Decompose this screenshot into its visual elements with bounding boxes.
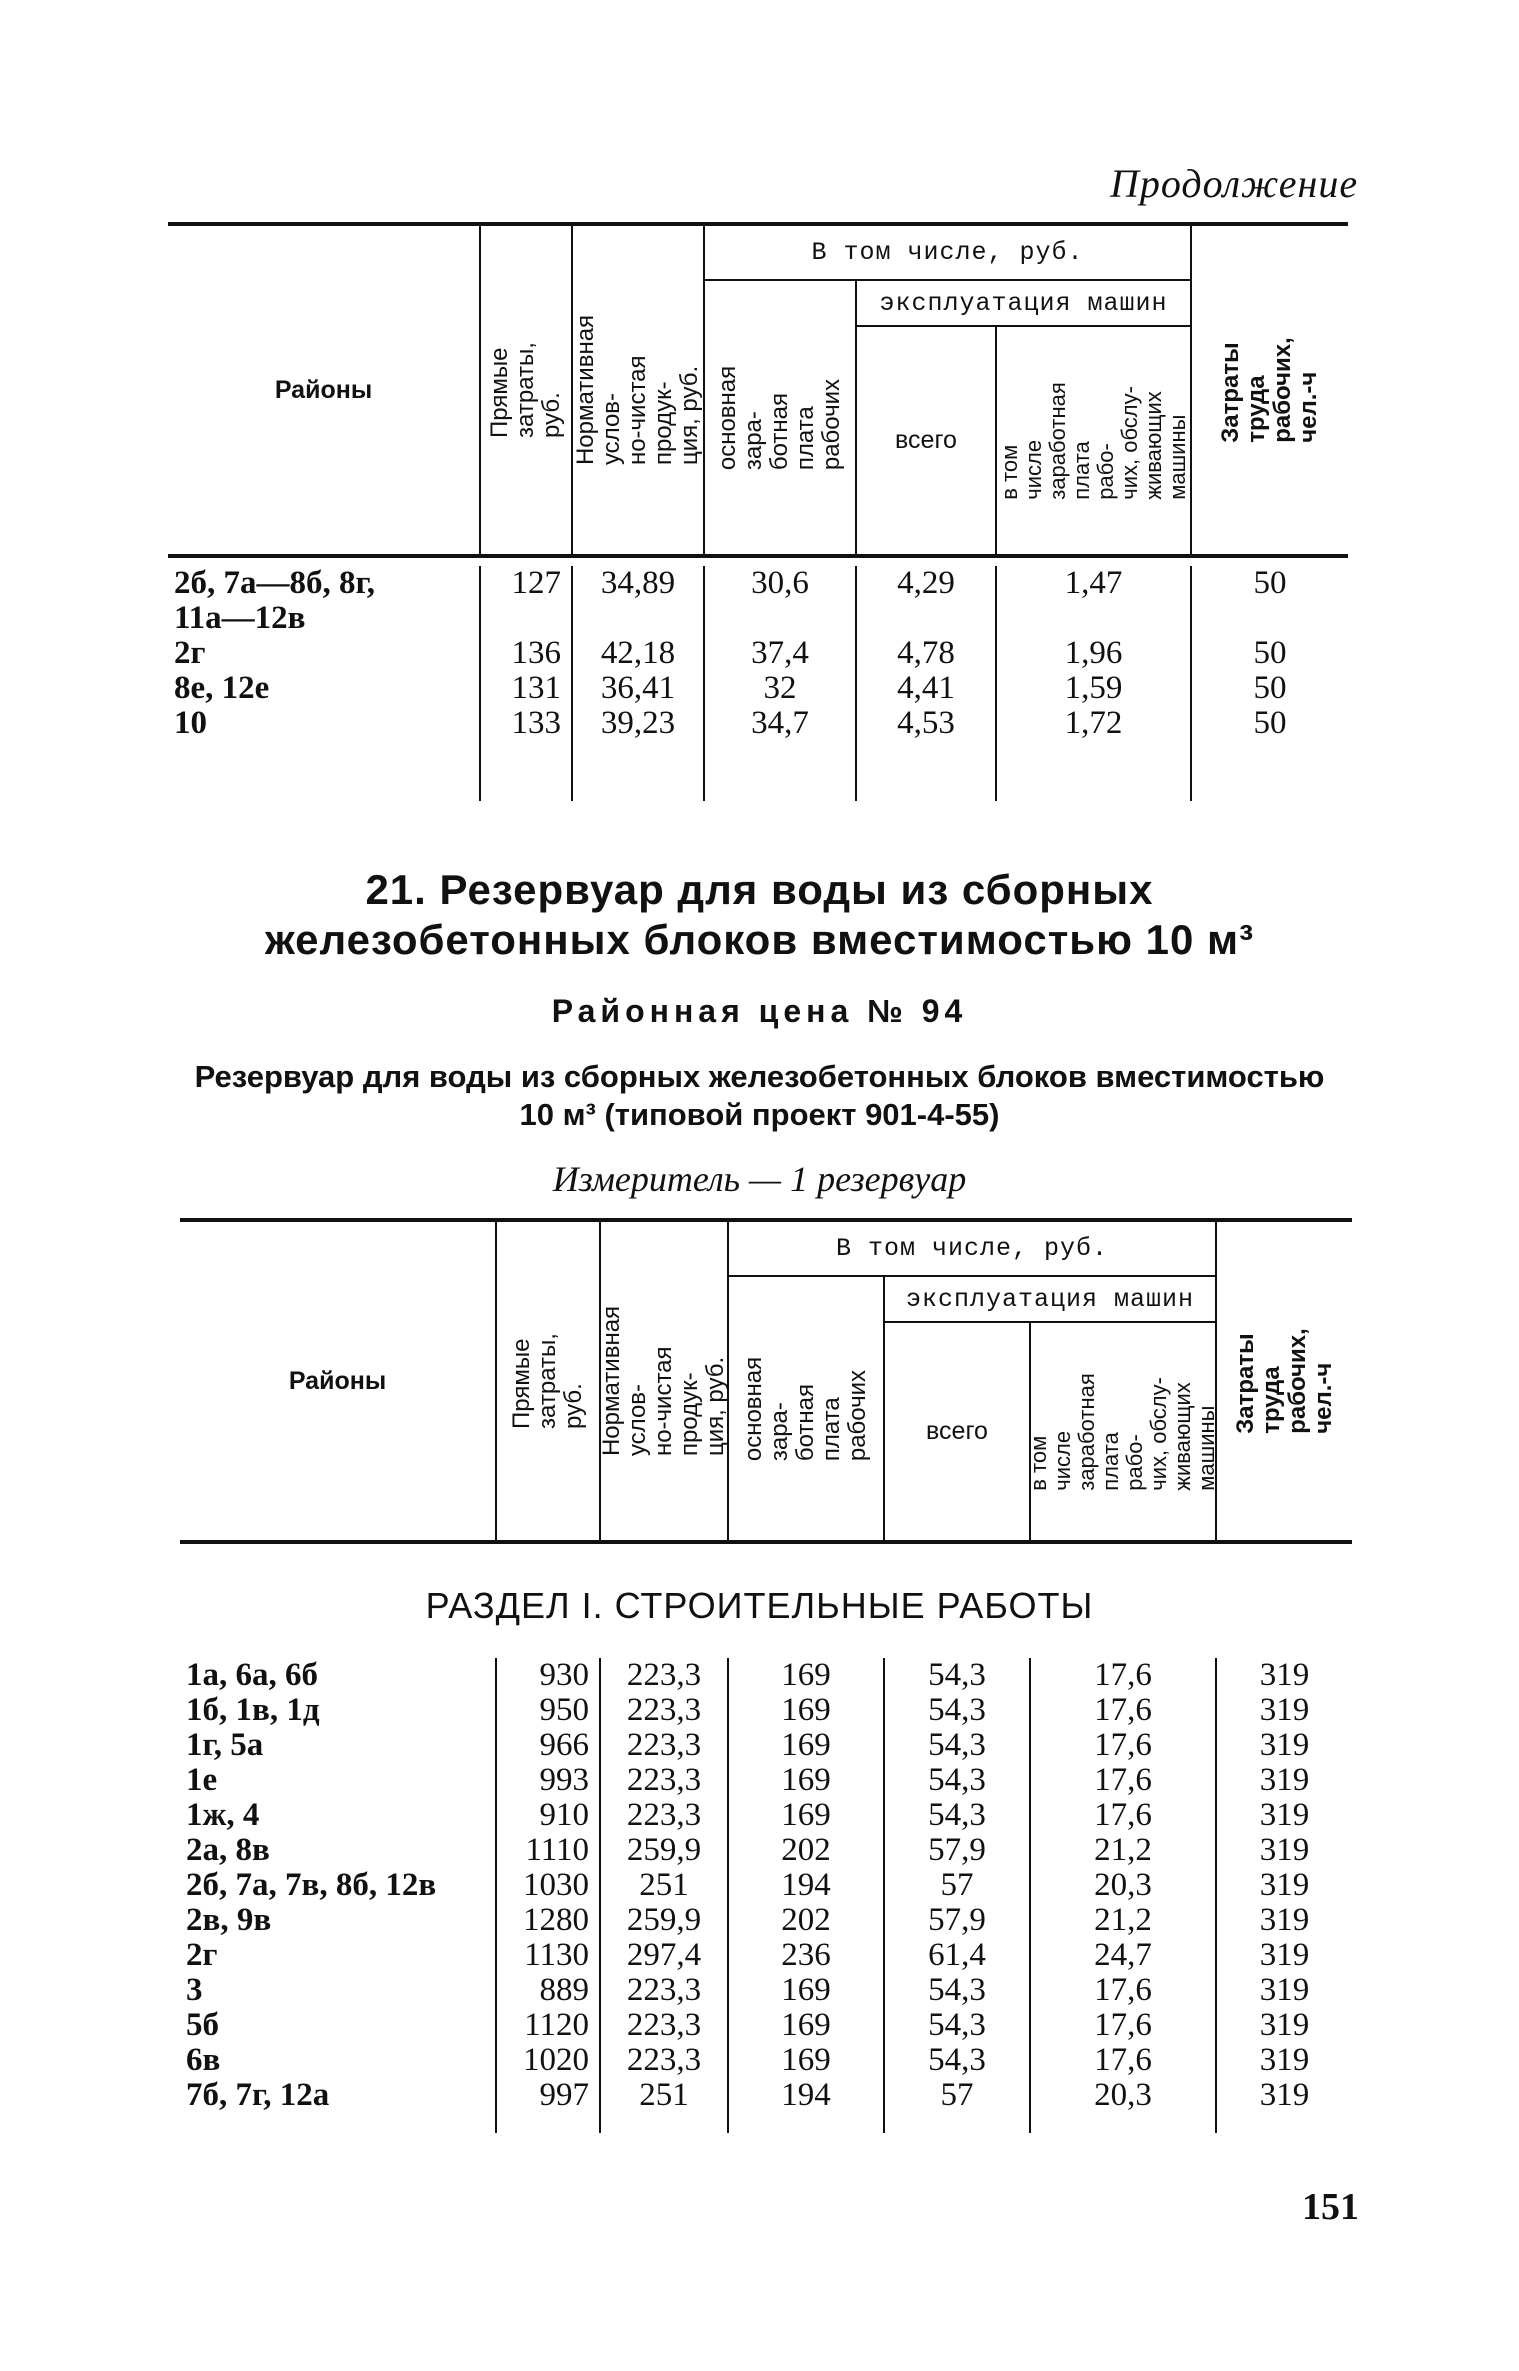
- direct-costs-header: Прямые затраты, руб.: [480, 224, 572, 556]
- districts-header: Районы: [168, 224, 480, 556]
- cell-total: 54,3: [884, 1763, 1030, 1798]
- district-price-label: Районная цена № 94: [551, 993, 968, 1029]
- cell-base-wage: 34,7: [704, 706, 856, 741]
- cell-district: 2г: [186, 1937, 218, 1973]
- unit-meter: Измеритель — 1 резервуар: [552, 1159, 967, 1199]
- table-row: [180, 1693, 1352, 1728]
- cell-base-wage: 169: [728, 1973, 884, 2008]
- cell-base-wage: 30,6: [704, 566, 856, 601]
- section-title: 21. Резервуар для воды из сборных железобетонных блоков вместимостью 10 м³: [264, 866, 1255, 963]
- cell-base-wage: 202: [728, 1903, 884, 1938]
- cell-base-wage: 169: [728, 1798, 884, 1833]
- cell-machine-wage: 17,6: [1030, 1693, 1216, 1728]
- table-row: [168, 566, 1348, 601]
- cell-direct: 997: [496, 2078, 600, 2113]
- cell-total: 4,53: [856, 706, 996, 741]
- cell-machine-wage: 17,6: [1030, 2043, 1216, 2078]
- cell-normative: [572, 601, 704, 636]
- cell-machine-wage: 21,2: [1030, 1833, 1216, 1868]
- cell-district: 3: [186, 1972, 203, 2008]
- cell-labor: 319: [1216, 1973, 1352, 2008]
- cell-machine-wage: 17,6: [1030, 1658, 1216, 1693]
- cell-normative: 39,23: [572, 706, 704, 741]
- cell-machine-wage: 1,96: [996, 636, 1191, 671]
- table-row: [180, 1903, 1352, 1938]
- cell-machine-wage: 17,6: [1030, 1798, 1216, 1833]
- cell-direct: 1130: [496, 1938, 600, 1973]
- table-spacer: [180, 2113, 1352, 2133]
- cell-normative: 36,41: [572, 671, 704, 706]
- cell-normative: 259,9: [600, 1833, 728, 1868]
- cell-normative: 42,18: [572, 636, 704, 671]
- cell-normative: 223,3: [600, 2008, 728, 2043]
- cell-normative: 251: [600, 2078, 728, 2113]
- cell-direct: 993: [496, 1763, 600, 1798]
- cell-district: 1а, 6а, 6б: [186, 1657, 318, 1693]
- including-header: В том числе, руб.: [728, 1220, 1216, 1276]
- cell-district: 2б, 7а, 7в, 8б, 12в: [186, 1867, 437, 1903]
- cell-direct: [480, 601, 572, 636]
- cell-machine-wage: 17,6: [1030, 2008, 1216, 2043]
- normative-product-header: Нормативная услов- но-чистая продук- ция, руб.: [600, 1220, 728, 1542]
- cell-normative: 34,89: [572, 566, 704, 601]
- cell-base-wage: [704, 601, 856, 636]
- cell-direct: 889: [496, 1973, 600, 2008]
- cell-district: 7б, 7г, 12а: [186, 2077, 330, 2113]
- table-row: [180, 1728, 1352, 1763]
- direct-costs-header: Прямые затраты, руб.: [496, 1220, 600, 1542]
- cell-district: 2в, 9в: [186, 1902, 272, 1938]
- cell-direct: 131: [480, 671, 572, 706]
- base-wage-header: основная зара- ботная плата рабочих: [704, 280, 856, 556]
- cell-base-wage: 169: [728, 1763, 884, 1798]
- cell-normative: 259,9: [600, 1903, 728, 1938]
- cell-normative: 251: [600, 1868, 728, 1903]
- cell-machine-wage: 17,6: [1030, 1728, 1216, 1763]
- table-row: [168, 636, 1348, 671]
- cell-district: 8е, 12е: [174, 670, 270, 706]
- table-row: [180, 1658, 1352, 1693]
- continued-label: Продолжение: [1110, 161, 1359, 206]
- cell-total: 57: [884, 2078, 1030, 2113]
- cell-total: 54,3: [884, 1798, 1030, 1833]
- cell-district: 6в: [186, 2042, 221, 2078]
- cell-labor: 319: [1216, 1658, 1352, 1693]
- cell-district: 1е: [186, 1762, 218, 1798]
- table-row: [180, 2043, 1352, 2078]
- table2-body: [180, 1658, 1352, 2133]
- machines-header: эксплуатация машин: [884, 1276, 1216, 1322]
- cell-labor: 50: [1191, 671, 1348, 706]
- cell-labor: 319: [1216, 1868, 1352, 1903]
- cell-normative: 297,4: [600, 1938, 728, 1973]
- table-row: [168, 706, 1348, 741]
- cell-total: 57: [884, 1868, 1030, 1903]
- cell-normative: 223,3: [600, 1763, 728, 1798]
- cell-labor: 319: [1216, 1938, 1352, 1973]
- cell-total: 54,3: [884, 1658, 1030, 1693]
- cell-base-wage: 169: [728, 1728, 884, 1763]
- cell-machine-wage: [996, 601, 1191, 636]
- cell-direct: 127: [480, 566, 572, 601]
- table1-body: [168, 566, 1348, 801]
- cell-total: [856, 601, 996, 636]
- cell-district: 2г: [174, 635, 206, 671]
- section-divider-heading: РАЗДЕЛ I. СТРОИТЕЛЬНЫЕ РАБОТЫ: [425, 1585, 1094, 1626]
- cell-district: 1б, 1в, 1д: [186, 1692, 320, 1728]
- machine-wage-header: в том числе заработная плата рабо- чих, обслу- живающих машины: [996, 326, 1191, 556]
- cell-machine-wage: 21,2: [1030, 1903, 1216, 1938]
- cell-direct: 133: [480, 706, 572, 741]
- cell-labor: 319: [1216, 1798, 1352, 1833]
- cell-total: 57,9: [884, 1903, 1030, 1938]
- page-number: 151: [1302, 2186, 1359, 2228]
- table2-header: [180, 1218, 1352, 1544]
- cell-normative: 223,3: [600, 1973, 728, 2008]
- cell-district: 1ж, 4: [186, 1797, 260, 1833]
- cell-district: 10: [174, 705, 207, 741]
- cell-normative: 223,3: [600, 1798, 728, 1833]
- table-row: [180, 1973, 1352, 2008]
- cell-total: 54,3: [884, 1728, 1030, 1763]
- cell-district: 11а—12в: [174, 600, 306, 636]
- cell-machine-wage: 20,3: [1030, 2078, 1216, 2113]
- cell-direct: 136: [480, 636, 572, 671]
- cell-labor: 50: [1191, 636, 1348, 671]
- cell-base-wage: 37,4: [704, 636, 856, 671]
- cell-normative: 223,3: [600, 1728, 728, 1763]
- cell-direct: 1120: [496, 2008, 600, 2043]
- cell-base-wage: 169: [728, 2043, 884, 2078]
- table-row: [168, 601, 1348, 636]
- cell-normative: 223,3: [600, 1658, 728, 1693]
- cell-labor: 319: [1216, 2043, 1352, 2078]
- cell-direct: 1020: [496, 2043, 600, 2078]
- cell-base-wage: 169: [728, 2008, 884, 2043]
- cell-machine-wage: 20,3: [1030, 1868, 1216, 1903]
- cell-direct: 1030: [496, 1868, 600, 1903]
- cell-total: 54,3: [884, 1693, 1030, 1728]
- cell-direct: 1280: [496, 1903, 600, 1938]
- cell-labor: 319: [1216, 1763, 1352, 1798]
- cell-total: 54,3: [884, 2043, 1030, 2078]
- table-row: [180, 1938, 1352, 1973]
- cell-labor: 319: [1216, 1728, 1352, 1763]
- cell-machine-wage: 17,6: [1030, 1973, 1216, 2008]
- cell-total: 4,78: [856, 636, 996, 671]
- cell-labor: 50: [1191, 706, 1348, 741]
- machines-header: эксплуатация машин: [856, 280, 1191, 326]
- labor-costs-header: Затраты труда рабочих, чел.-ч: [1216, 1220, 1352, 1542]
- table-spacer: [168, 741, 1348, 801]
- cell-base-wage: 236: [728, 1938, 884, 1973]
- cell-machine-wage: 17,6: [1030, 1763, 1216, 1798]
- table-row: [180, 1798, 1352, 1833]
- cell-total: 57,9: [884, 1833, 1030, 1868]
- including-header: В том числе, руб.: [704, 224, 1191, 280]
- cell-district: 1г, 5а: [186, 1727, 264, 1763]
- cell-base-wage: 169: [728, 1658, 884, 1693]
- cell-direct: 930: [496, 1658, 600, 1693]
- cell-direct: 950: [496, 1693, 600, 1728]
- cell-direct: 910: [496, 1798, 600, 1833]
- cell-total: 4,41: [856, 671, 996, 706]
- cell-labor: 319: [1216, 2008, 1352, 2043]
- cell-district: 5б: [186, 2007, 219, 2043]
- cell-labor: [1191, 601, 1348, 636]
- cell-labor: 319: [1216, 1903, 1352, 1938]
- cell-labor: 50: [1191, 566, 1348, 601]
- table-row: [168, 671, 1348, 706]
- cell-machine-wage: 1,59: [996, 671, 1191, 706]
- cell-labor: 319: [1216, 1833, 1352, 1868]
- table-row: [180, 1833, 1352, 1868]
- item-description: Резервуар для воды из сборных железобетонных блоков вместимостью 10 м³ (типовой проект 901-4-55): [194, 1059, 1325, 1132]
- cell-district: 2а, 8в: [186, 1832, 270, 1868]
- total-header: всего: [884, 1322, 1030, 1542]
- machine-wage-header: в том числе заработная плата рабо- чих, обслу- живающих машины: [1030, 1322, 1216, 1542]
- cell-labor: 319: [1216, 2078, 1352, 2113]
- table-row: [180, 2078, 1352, 2113]
- cell-base-wage: 32: [704, 671, 856, 706]
- cell-base-wage: 194: [728, 1868, 884, 1903]
- cell-total: 4,29: [856, 566, 996, 601]
- table-row: [180, 1868, 1352, 1903]
- table-row: [180, 2008, 1352, 2043]
- cell-direct: 1110: [496, 1833, 600, 1868]
- cell-base-wage: 169: [728, 1693, 884, 1728]
- cell-machine-wage: 1,47: [996, 566, 1191, 601]
- cell-base-wage: 202: [728, 1833, 884, 1868]
- cell-base-wage: 194: [728, 2078, 884, 2113]
- normative-product-header: Нормативная услов- но-чистая продук- ция, руб.: [572, 224, 704, 556]
- cell-district: 2б, 7а—8б, 8г,: [174, 565, 376, 601]
- cell-total: 54,3: [884, 1973, 1030, 2008]
- cell-normative: 223,3: [600, 2043, 728, 2078]
- table1-header: [168, 222, 1348, 558]
- table-row: [180, 1763, 1352, 1798]
- cell-normative: 223,3: [600, 1693, 728, 1728]
- total-header: всего: [856, 326, 996, 556]
- base-wage-header: основная зара- ботная плата рабочих: [728, 1276, 884, 1542]
- cell-machine-wage: 1,72: [996, 706, 1191, 741]
- cell-total: 54,3: [884, 2008, 1030, 2043]
- cell-machine-wage: 24,7: [1030, 1938, 1216, 1973]
- cell-direct: 966: [496, 1728, 600, 1763]
- cell-total: 61,4: [884, 1938, 1030, 1973]
- districts-header: Районы: [180, 1220, 496, 1542]
- cell-labor: 319: [1216, 1693, 1352, 1728]
- labor-costs-header: Затраты труда рабочих, чел.-ч: [1191, 224, 1348, 556]
